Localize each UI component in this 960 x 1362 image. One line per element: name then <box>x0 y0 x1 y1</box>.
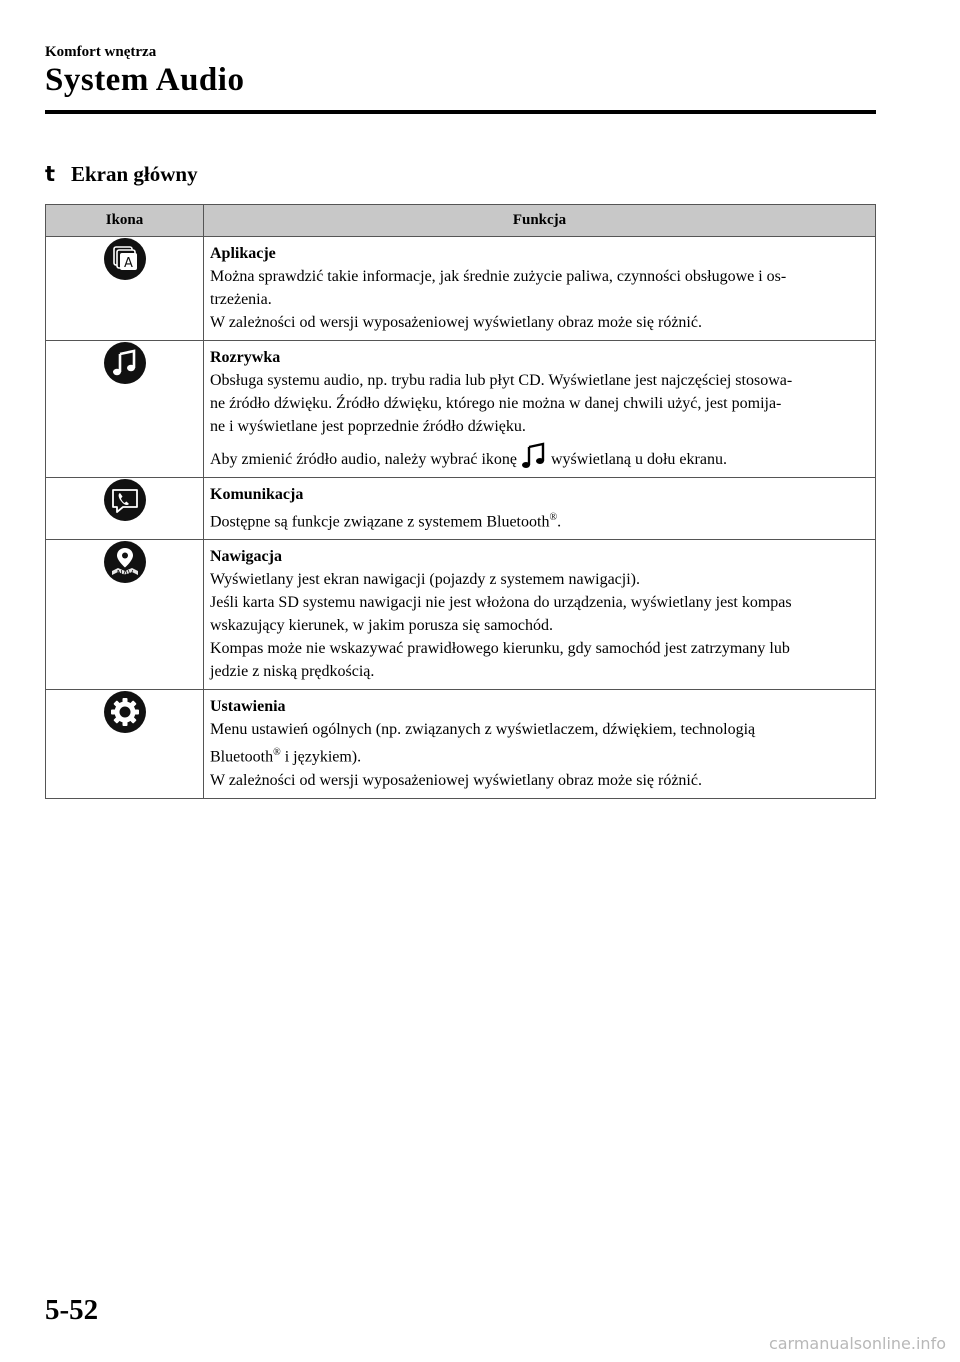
column-header-function: Funkcja <box>204 205 876 237</box>
description-text: . <box>557 513 562 531</box>
description-line: jedzie z niską prędkością. <box>210 663 375 681</box>
description-cell <box>204 237 876 341</box>
description-text: i językiem). <box>280 748 362 766</box>
instruction-text-after: wyświetlaną u dołu ekranu. <box>551 451 727 468</box>
description-text: Dostępne są funkcje związane z systemem Bluetooth <box>210 513 550 531</box>
description-line <box>210 506 869 533</box>
function-name: Komunikacja <box>210 486 304 503</box>
registered-mark: ® <box>549 512 558 523</box>
function-table <box>45 204 876 799</box>
function-name: Rozrywka <box>210 349 281 366</box>
music-note-icon <box>103 341 147 385</box>
page-number: 5-52 <box>45 1294 99 1326</box>
description-line: Obsługa systemu audio, np. trybu radia lub płyt CD. Wyświetlane jest najczęściej stosowa- <box>210 372 793 389</box>
table-row <box>46 478 876 540</box>
description-line: Menu ustawień ogólnych (np. związanych z wyświetlaczem, dźwiękiem, technologią <box>210 721 756 739</box>
description-cell <box>204 540 876 690</box>
description-cell <box>204 341 876 478</box>
description-line: W zależności od wersji wyposażeniowej wyświetlany obraz może się różnić. <box>210 771 702 789</box>
column-header-icon: Ikona <box>46 205 204 237</box>
svg-text:A: A <box>123 256 133 271</box>
icon-cell <box>46 690 204 798</box>
instruction-text-before: Aby zmienić źródło audio, należy wybrać ikonę <box>210 451 517 468</box>
section-heading-text: Ekran główny <box>71 162 198 186</box>
table-row <box>46 341 876 478</box>
chapter-label: Komfort wnętrza <box>45 44 157 60</box>
description-line <box>210 442 869 471</box>
music-note-icon <box>521 442 547 468</box>
function-name: Nawigacja <box>210 548 282 566</box>
table-header-row <box>46 205 876 237</box>
description-line: ne i wyświetlane jest poprzednie źródło dźwięku. <box>210 418 526 435</box>
function-name: Ustawienia <box>210 698 286 716</box>
watermark: carmanualsonline.info <box>768 1334 946 1353</box>
navigation-icon <box>103 540 147 584</box>
table-row <box>46 690 876 798</box>
description-line: ne źródło dźwięku. Źródło dźwięku, którego nie można w danej chwili użyć, jest pomija- <box>210 395 782 412</box>
description-line: Kompas może nie wskazywać prawidłowego kierunku, gdy samochód jest zatrzymany lub <box>210 640 790 658</box>
description-line: wskazujący kierunek, w jakim porusza się samochód. <box>210 617 554 635</box>
description-line <box>210 741 869 768</box>
registered-mark: ® <box>273 747 281 759</box>
description-cell <box>204 690 876 798</box>
icon-cell <box>46 478 204 540</box>
phone-icon <box>103 478 147 522</box>
applications-icon <box>103 237 147 281</box>
function-name: Aplikacje <box>210 245 276 262</box>
description-cell <box>204 478 876 540</box>
section-heading <box>45 162 198 187</box>
title-rule <box>45 110 876 114</box>
description-line: W zależności od wersji wyposażeniowej wyświetlany obraz może się różnić. <box>210 314 702 331</box>
icon-cell <box>46 540 204 690</box>
description-text: Bluetooth <box>210 748 274 766</box>
icon-cell <box>46 341 204 478</box>
nav-icon-label: NAV <box>116 569 133 579</box>
gear-icon <box>103 690 147 734</box>
description-line: Można sprawdzić takie informacje, jak średnie zużycie paliwa, czynności obsługowe i os- <box>210 268 787 285</box>
page-title: System Audio <box>45 62 245 98</box>
icon-cell <box>46 237 204 341</box>
table-row <box>46 237 876 341</box>
section-bullet: t <box>45 162 56 186</box>
description-line: Wyświetlany jest ekran nawigacji (pojazdy z systemem nawigacji). <box>210 571 640 589</box>
description-line: Jeśli karta SD systemu nawigacji nie jest włożona do urządzenia, wyświetlany jest kompas <box>210 594 792 612</box>
table-row <box>46 540 876 690</box>
description-line: trzeżenia. <box>210 291 272 308</box>
